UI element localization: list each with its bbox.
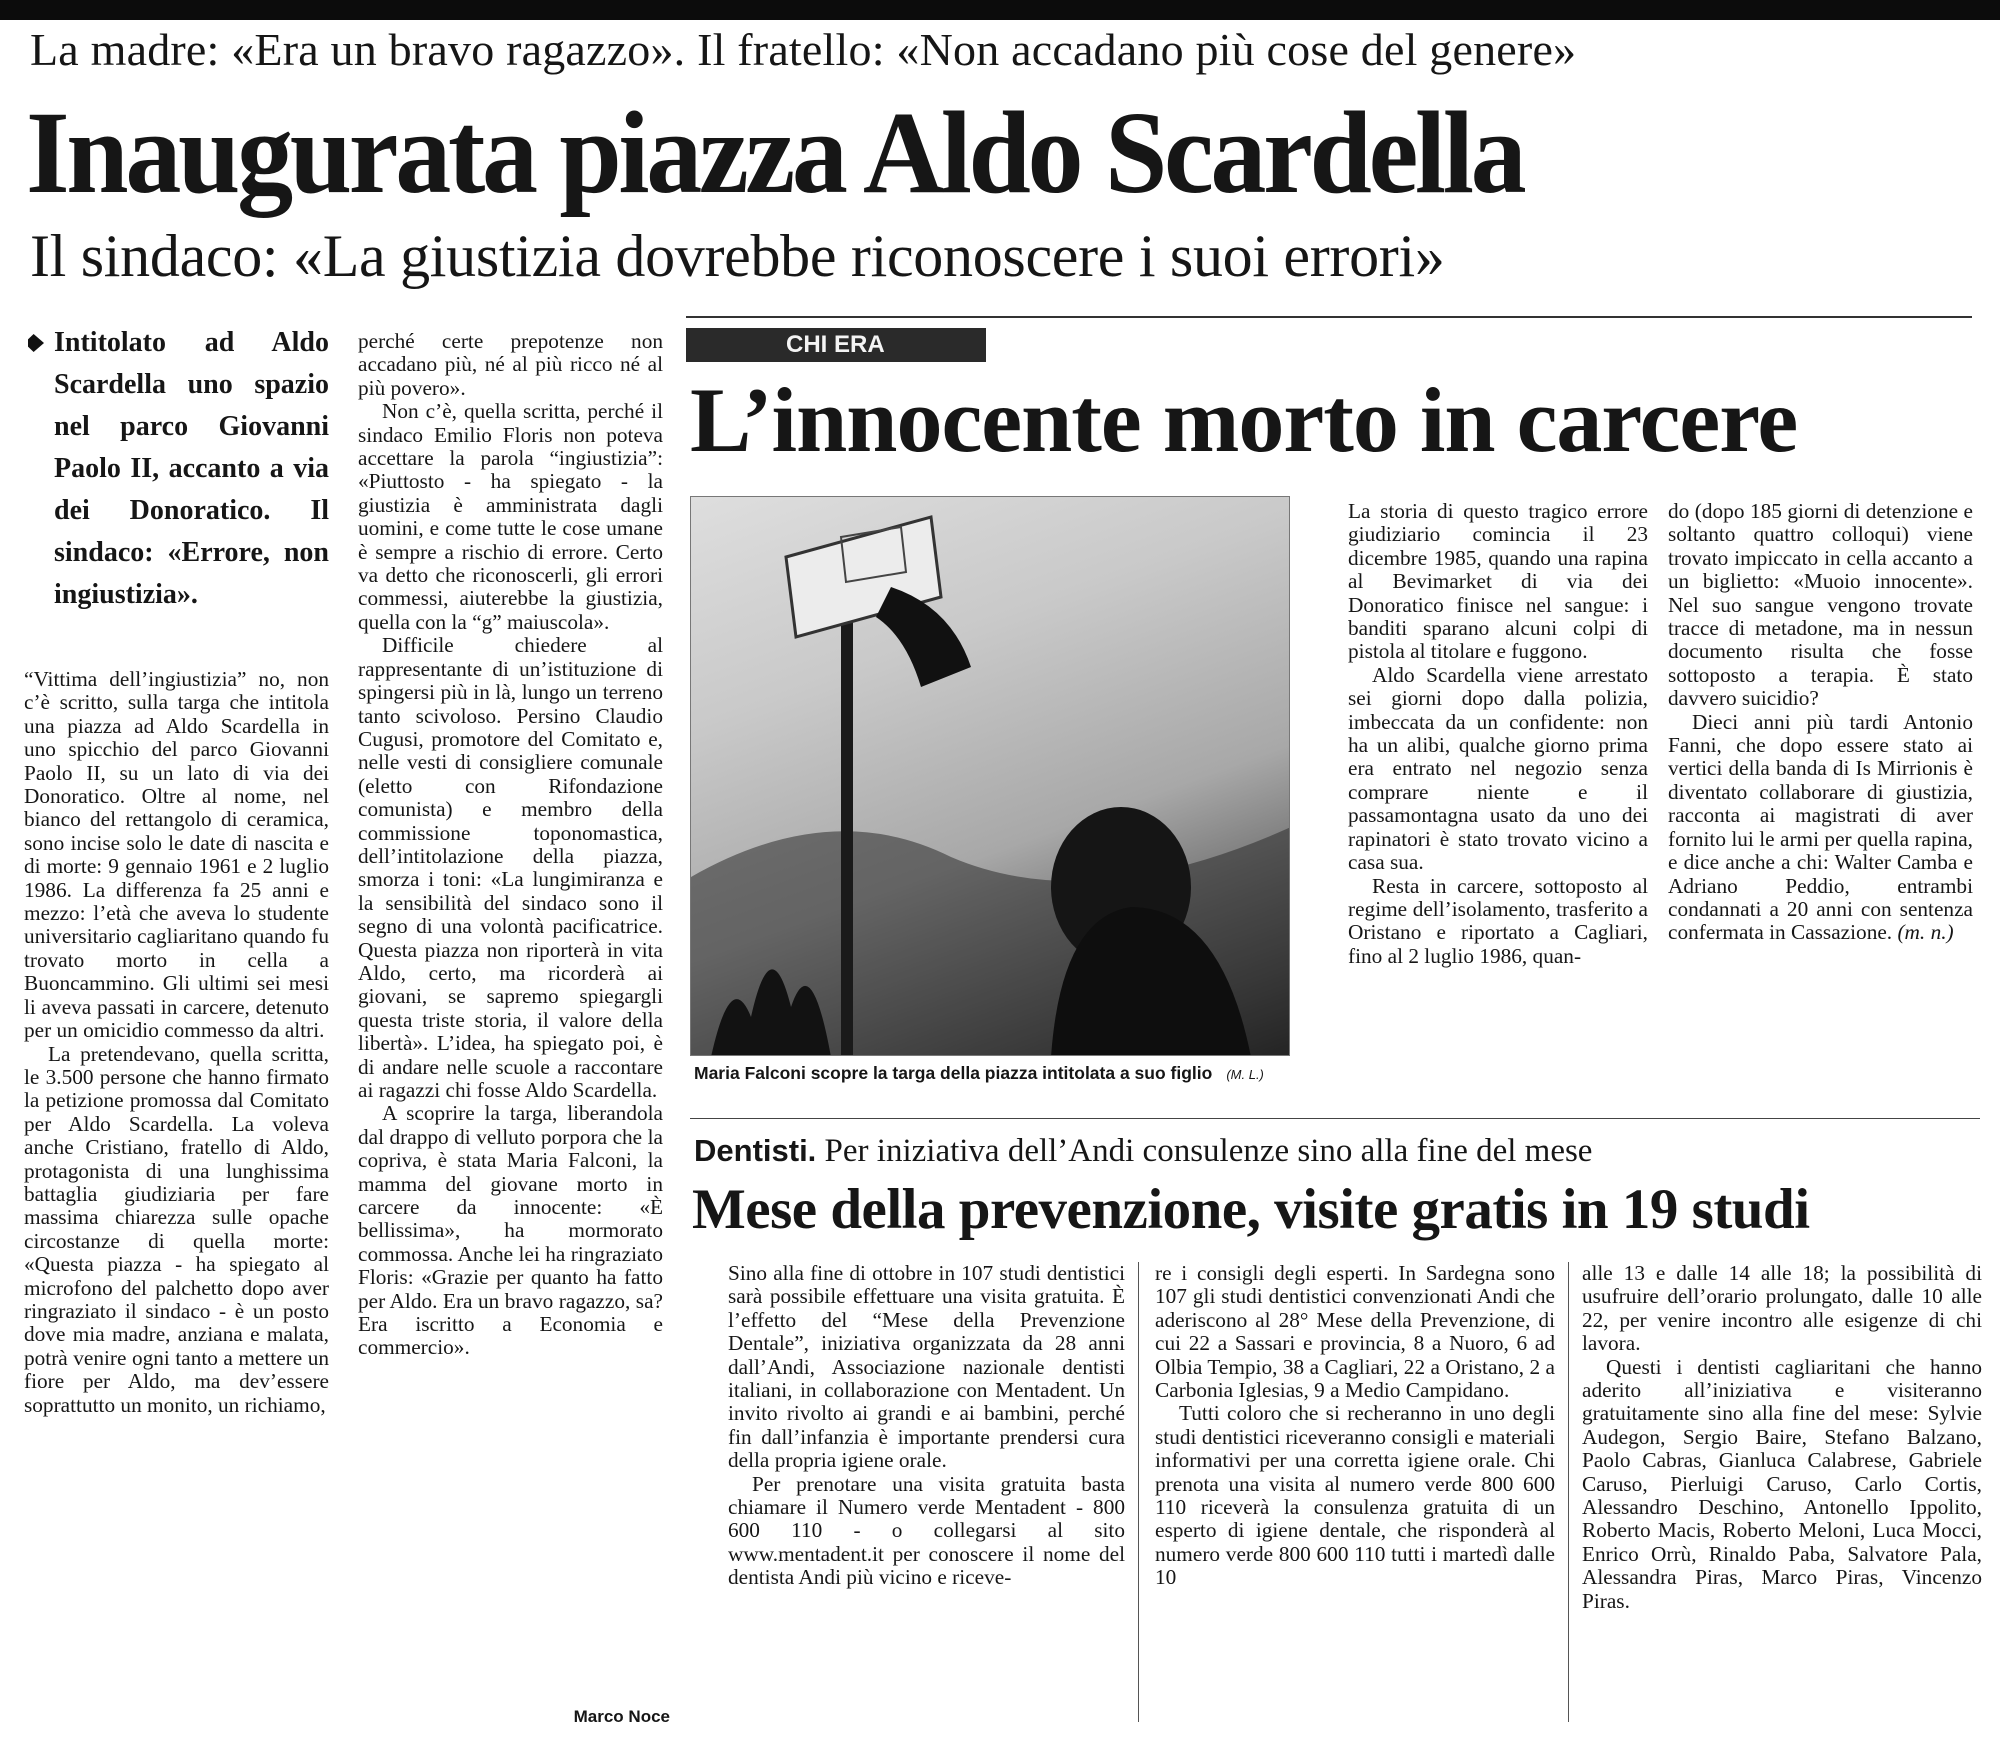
- author-initials: (m. n.): [1897, 920, 1954, 945]
- paragraph: perché certe prepotenze non accadano più, né al più ricco né al più povero».: [358, 329, 663, 400]
- sidebar-column-1: [1348, 500, 1648, 968]
- bullet-icon: [28, 334, 44, 352]
- article-summary-text: Intitolato ad Aldo Scardella uno spazio nel parco Giovanni Paolo II, accanto a via dei Donoratico. Il sindaco: «Errore, non ingiustizia».: [54, 327, 329, 610]
- paragraph: [1668, 711, 1973, 945]
- dentisti-label: Dentisti.: [694, 1133, 817, 1168]
- paragraph: La pretendevano, quella scritta, le 3.500 persone che hanno firmato la petizione promossa dal Comitato per Aldo Scardella. La voleva anche Cristiano, fratello di Aldo, protagonista di una lunghissima battaglia giudiziaria per fare massima chiarezza sulle opache circostanze di quella morte: «Questa piazza - ha spiegato al microfono del palchetto dopo aver ringraziato il sindaco - è un posto dove mia madre, anziana e malata, potrà venire ogni tanto a mettere un fiore per Aldo, ma dev’essere soprattutto un monito, un richiamo,: [24, 1041, 329, 1417]
- dentisti-column-2: [1155, 1262, 1555, 1590]
- photo-caption-text: Maria Falconi scopre la targa della piazza intitolata a suo figlio: [694, 1063, 1213, 1083]
- article-kicker: La madre: «Era un bravo ragazzo». Il fratello: «Non accadano più cose del genere»: [30, 24, 1577, 75]
- column-divider: [1568, 1262, 1569, 1722]
- paragraph: do (dopo 185 giorni di detenzione e soltanto quattro colloqui) viene trovato impiccato in cella accanto a un biglietto: «Muoio innocente». Nel suo sangue vengono trovate tracce di metadone, ma in nessun documento risulta che fosse sottoposto a terapia. È stato davvero suicidio?: [1668, 499, 1973, 711]
- byline: Marco Noce: [573, 1707, 670, 1726]
- main-article-column-2: [358, 330, 663, 1360]
- paragraph-text: Dieci anni più tardi Antonio Fanni, che dopo essere stato ai vertici della banda di Is Mirrionis è diventato collaborare di giustizia, racconta ai magistrati di aver fornito lui le armi per quella rapina, e dice anche a chi: Walter Camba e Adriano Peddio, entrambi condannati a 20 anni con sentenza confermata in Cassazione.: [1668, 709, 1973, 945]
- article-headline: Inaugurata piazza Aldo Scardella: [26, 87, 1524, 218]
- paragraph: La storia di questo tragico errore giudiziario comincia il 23 dicembre 1985, quando una rapina al Bevimarket di via dei Donoratico finisce nel sangue: i banditi sparano alcuni colpi di pistola al titolare e fuggono.: [1348, 499, 1648, 664]
- paragraph: Non c’è, quella scritta, perché il sindaco Emilio Floris non poteva accettare la parola “ingiustizia”: «Piuttosto - ha spiegato - la giustizia è amministrata dagli uomini, e come tutte le cose umane è sempre a rischio di errore. Certo va detto che riconoscerli, gli errori commessi, aiuterebbe la giustizia, quella con la “g” maiuscola».: [358, 399, 663, 634]
- paragraph: Per prenotare una visita gratuita basta chiamare il Numero verde Mentadent - 800 600 110 - o collegarsi al sito www.mentadent.it per conoscere il nome del dentista Andi più vicino e riceve-: [728, 1471, 1125, 1590]
- paragraph: A scoprire la targa, liberandola dal drappo di velluto porpora che la copriva, è stata Maria Falconi, la mamma del giovane morto in carcere da innocente: «È bellissima», ha mormorato commossa. Anche lei ha ringraziato Floris: «Grazie per quanto ha fatto per Aldo. Era un bravo ragazzo, sa? Era iscritto a Economia e commercio».: [358, 1101, 663, 1360]
- photo-caption: [694, 1060, 1294, 1088]
- sidebar-title: L’innocente morto in carcere: [690, 369, 1798, 471]
- news-photo: [690, 496, 1290, 1056]
- scan-top-border: [0, 0, 2000, 20]
- article-subheadline: Il sindaco: «La giustizia dovrebbe riconoscere i suoi errori»: [30, 223, 1445, 289]
- dentisti-column-3: [1582, 1262, 1982, 1613]
- paragraph: Sino alla fine di ottobre in 107 studi dentistici sarà possibile effettuare una visita gratuita. È l’effetto del “Mese della Prevenzione Dentale”, iniziativa organizzata da 28 anni dall’Andi, Associazione nazionale dentisti italiani, in collaborazione con Mentadent. Un invito rivolto ai grandi e ai bambini, perché fin dall’infanzia è importante prendersi cura della propria igiene orale.: [728, 1261, 1125, 1473]
- paragraph: Tutti coloro che si recheranno in uno degli studi dentistici riceveranno consigli e materiali informativi per una corretta igiene orale. Chi prenota una visita al numero verde 800 600 110 riceverà la consulenza gratuita di un esperto di igiene dentale, che risponderà al numero verde 800 600 110 tutti i martedì dalle 10: [1155, 1401, 1555, 1590]
- dentisti-column-1: [728, 1262, 1125, 1590]
- paragraph: Difficile chiedere al rappresentante di un’istituzione di spingersi più in là, lungo un terreno tanto scivoloso. Persino Claudio Cugusi, promotore del Comitato e, nelle vesti di consigliere comunale (eletto con Rifondazione comunista) e membro della commissione toponomastica, dell’intitolazione della piazza, smorza i toni: «La lungimiranza e la sensibilità del sindaco sono il segno di una volontà pacificatrice. Questa piazza non riporterà in vita Aldo, certo, ma ricorderà ai giovani, se sapremo spiegargli questa triste storia, il valore della libertà». L’idea, ha spiegato poi, è di andare nelle scuole a raccontare ai ragazzi chi fosse Aldo Scardella.: [358, 633, 663, 1102]
- paragraph: re i consigli degli esperti. In Sardegna sono 107 gli studi dentistici convenzionati Andi che aderiscono al 28° Mese della Prevenzione, di cui 22 a Sassari e provincia, 8 a Nuoro, 6 ad Olbia Tempio, 38 a Cagliari, 22 a Oristano, 2 a Carbonia Iglesias, 9 a Medio Campidano.: [1155, 1261, 1555, 1403]
- paragraph: Aldo Scardella viene arrestato sei giorni dopo dalla polizia, imbeccata da un confidente: non ha un alibi, qualche giorno prima era entrato nel negozio senza comprare niente e il passamontagna usato da uno dei rapinatori è stato trovato vicino a casa sua.: [1348, 662, 1648, 875]
- dentisti-title: Mese della prevenzione, visite gratis in 19 studi: [692, 1178, 1810, 1241]
- photo-credit: (M. L.): [1226, 1067, 1264, 1082]
- main-article-column-1: [24, 668, 329, 1417]
- column-divider: [1138, 1262, 1139, 1722]
- section-rule: [686, 316, 1972, 318]
- article-summary: [24, 322, 329, 616]
- section-tag: CHI ERA: [686, 328, 986, 362]
- photo-illustration: [691, 497, 1290, 1056]
- section-divider: [690, 1118, 1980, 1119]
- paragraph: alle 13 e dalle 14 alle 18; la possibilità di usufruire dell’orario prolungato, dalle 10 alle 22, per venire incontro alle esigenze di chi lavora.: [1582, 1261, 1982, 1356]
- paragraph: Resta in carcere, sottoposto al regime dell’isolamento, trasferito a Oristano e riportato a Cagliari, fino al 2 luglio 1986, quan-: [1348, 873, 1648, 968]
- dentisti-kicker: Per iniziativa dell’Andi consulenze sino alla fine del mese: [824, 1133, 1593, 1169]
- paragraph: Questi i dentisti cagliaritani che hanno aderito all’iniziativa e visiteranno gratuitamente sino alla fine del mese: Sylvie Audegon, Sergio Baire, Stefano Balzano, Paolo Cabras, Gianluca Calabrese, Gabriele Caruso, Pierluigi Caruso, Carlo Cortis, Alessandro Deschino, Antonello Ippolito, Roberto Macis, Roberto Meloni, Luca Mocci, Enrico Orrù, Rinaldo Paba, Salvatore Pala, Alessandra Piras, Marco Piras, Vincenzo Piras.: [1582, 1354, 1982, 1613]
- paragraph: “Vittima dell’ingiustizia” no, non c’è scritto, sulla targa che intitola una piazza ad Aldo Scardella in uno spicchio del parco Giovanni Paolo II, su un lato di via dei Donoratico. Oltre al nome, nel bianco del rettangolo di ceramica, sono incise solo le date di nascita e di morte: 9 gennaio 1961 e 2 luglio 1986. La differenza fa 25 anni e mezzo: l’età che aveva lo studente universitario cagliaritano quando fu trovato morto in cella a Buoncammino. Gli ultimi sei mesi li aveva passati in carcere, detenuto per un omicidio commesso da altri.: [24, 667, 329, 1043]
- dentisti-kicker-line: [694, 1128, 1984, 1174]
- sidebar-column-2: [1668, 500, 1973, 945]
